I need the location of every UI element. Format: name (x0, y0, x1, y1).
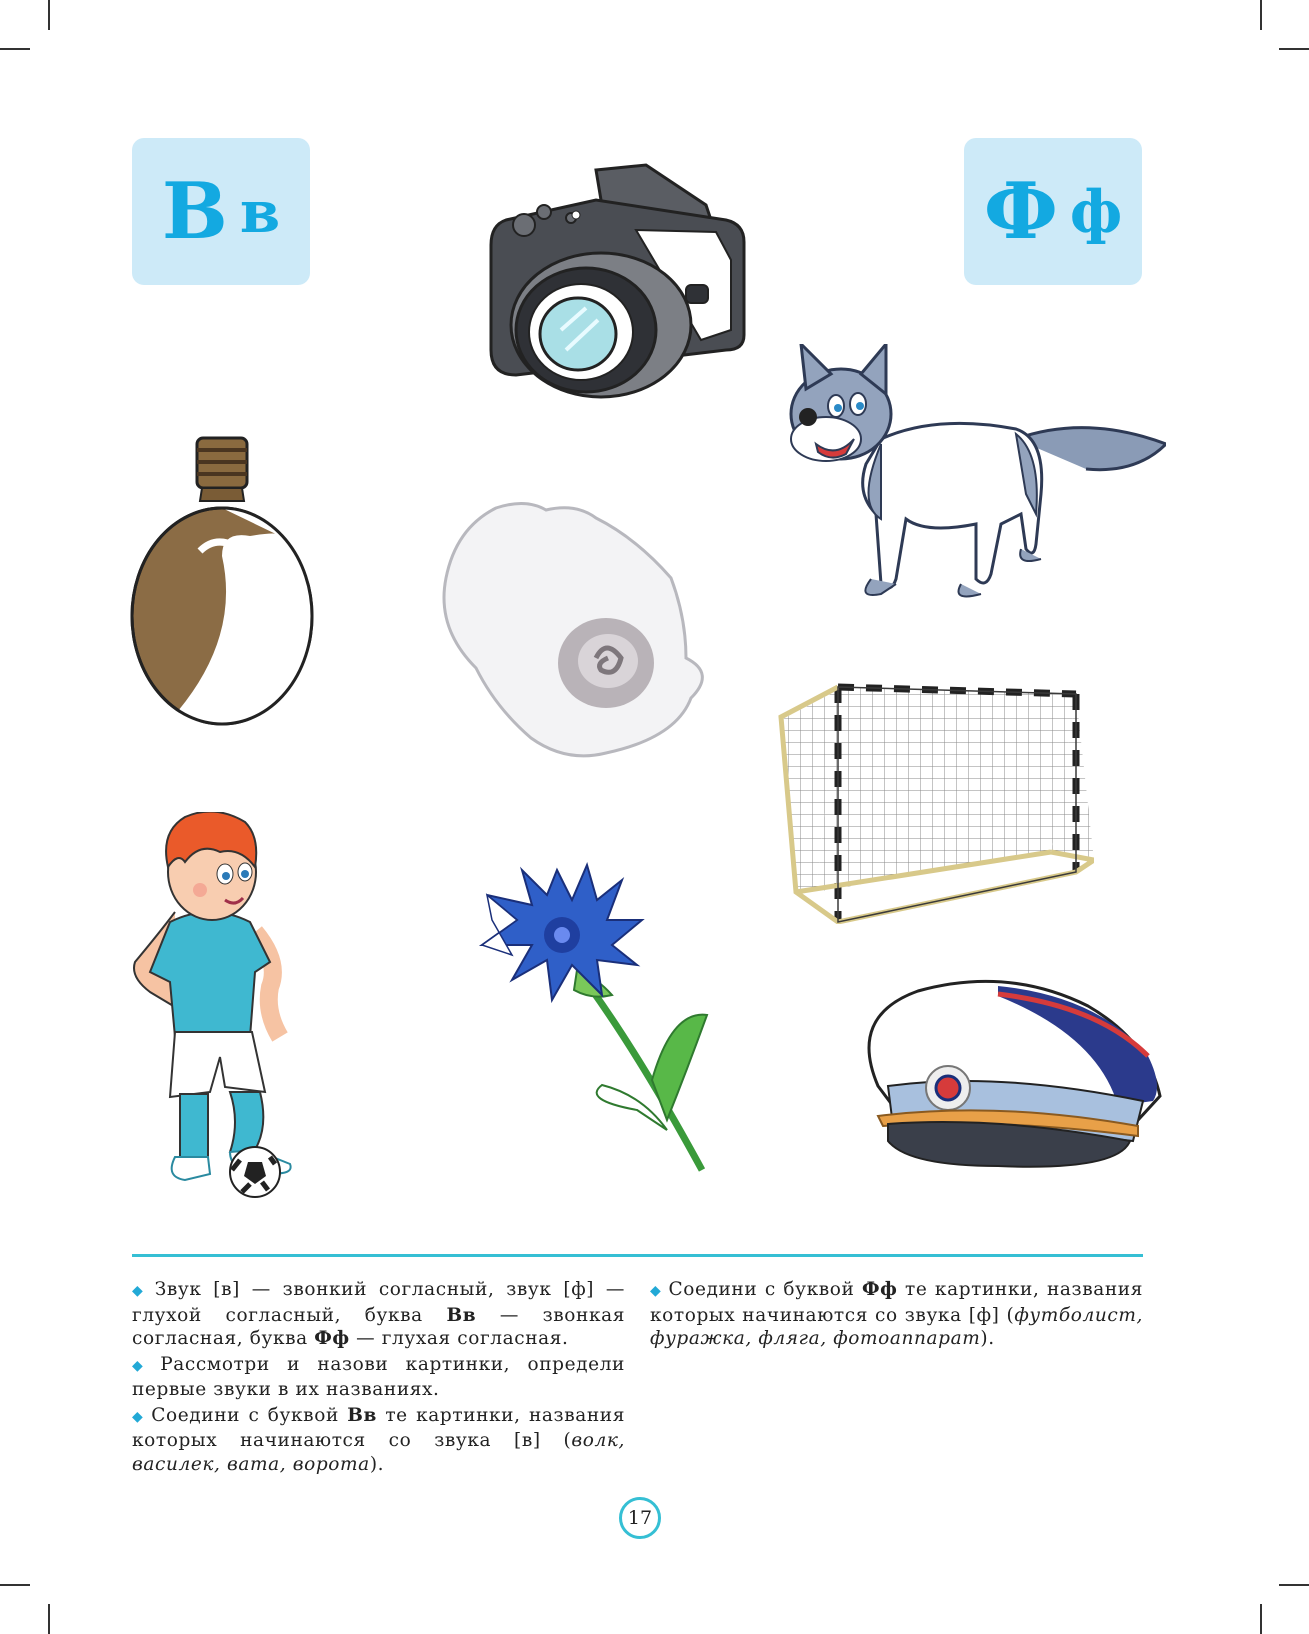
instruction-name-pictures: ◆ Рассмотри и назови картинки, определи первые звуки в их названиях. (132, 1353, 625, 1400)
instructions-right-column (650, 1278, 1143, 1353)
crop-mark (48, 0, 50, 30)
camera-icon[interactable] (486, 160, 748, 405)
bullet-icon: ◆ (132, 1408, 146, 1425)
crop-mark (48, 1604, 50, 1634)
letter-card-v[interactable] (132, 138, 310, 285)
instruction-connect-v: ◆ Соедини с буквой Вв те картинки, названия которых начинаются со звука [в] (волк, василек, вата, ворота). (132, 1404, 625, 1475)
crop-mark (1260, 0, 1262, 30)
football-goal-icon[interactable] (776, 682, 1094, 924)
cap-icon[interactable] (848, 976, 1166, 1176)
crop-mark (1260, 1604, 1262, 1634)
letter-v-lower: в (239, 177, 281, 246)
instruction-sound-info: ◆ Звук [в] — звонкий согласный, звук [ф] — глухой согласный, буква Вв — звонкая согласная, буква Фф — глухая согласная. (132, 1279, 626, 1349)
letter-v-upper: В (161, 166, 228, 257)
crop-mark (1279, 48, 1309, 50)
crop-mark (0, 1584, 30, 1586)
letter-f-lower: ф (1069, 177, 1123, 246)
page-number: 17 (619, 1497, 661, 1539)
letter-f-upper: Ф (983, 166, 1058, 257)
crop-mark (0, 48, 30, 50)
instruction-connect-f: ◆ Соедини с буквой Фф те картинки, названия которых начинаются со звука [ф] (футболист, фуражка, фляга, фотоаппарат). (650, 1279, 1144, 1349)
wolf-icon[interactable] (786, 344, 1166, 614)
crop-mark (1279, 1584, 1309, 1586)
cotton-wool-icon[interactable] (436, 498, 718, 764)
bullet-icon: ◆ (132, 1357, 155, 1374)
flask-icon[interactable] (130, 436, 322, 726)
football-player-icon[interactable] (130, 812, 306, 1198)
letter-card-f[interactable] (964, 138, 1142, 285)
bullet-icon: ◆ (650, 1283, 663, 1299)
cornflower-icon[interactable] (462, 860, 724, 1172)
divider-line (132, 1254, 1143, 1257)
bullet-icon: ◆ (132, 1283, 149, 1299)
instructions-left-column (132, 1278, 625, 1478)
